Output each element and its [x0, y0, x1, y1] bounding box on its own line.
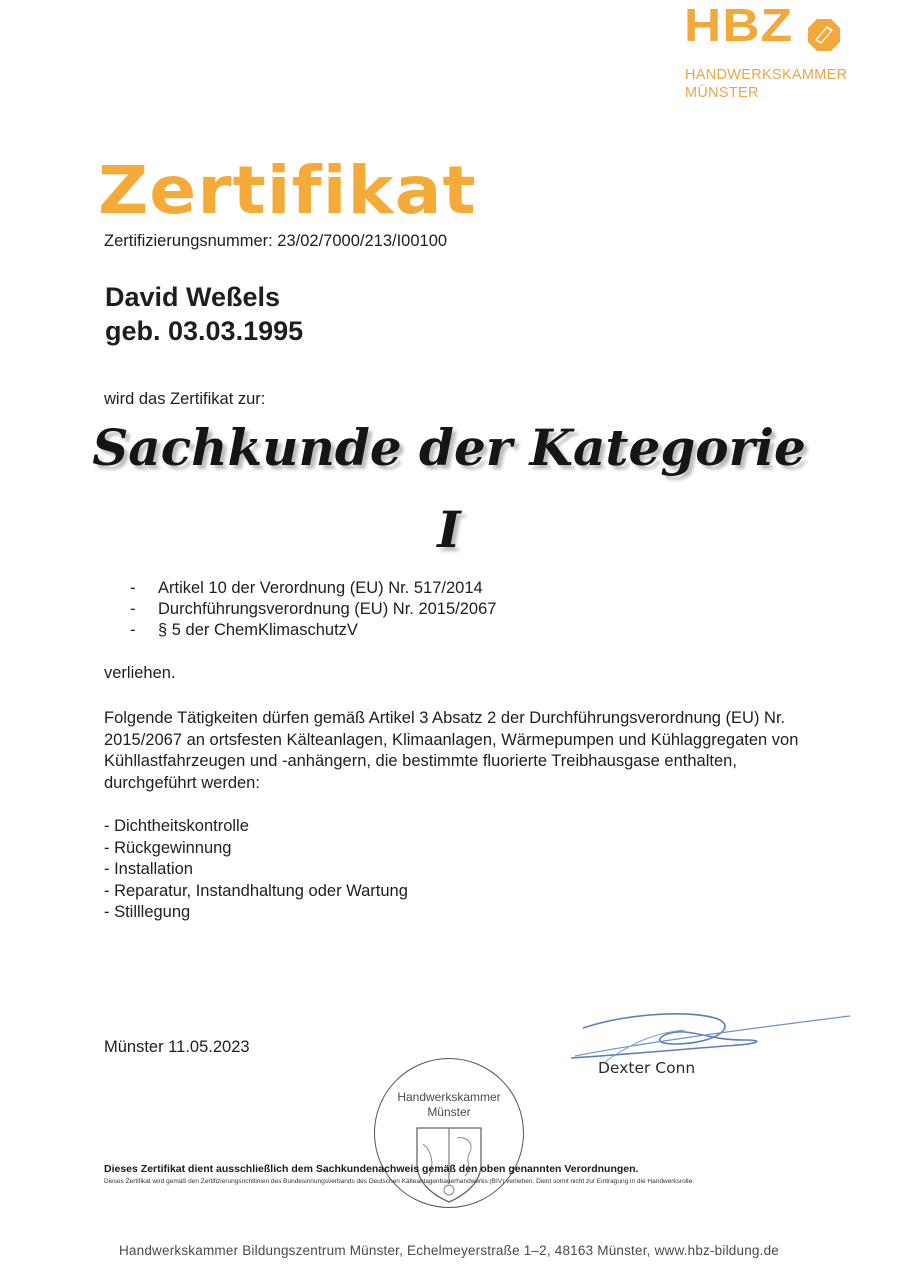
regulations-list: [130, 578, 496, 641]
activities-list: [104, 816, 408, 924]
disclaimer-small: Dieses Zertifikat wird gemäß den Zertifizierungsrichtlinien des Bundesinnungsverbands des Deutschen Kälteanlagenbauerhandwerks (BIV) verliehen. Dient somit nicht zur Eintragung in die Handwerksrolle.: [104, 1178, 694, 1185]
logo-hbz-text: HBZ: [684, 0, 794, 51]
holder-name: David Weßels: [105, 282, 281, 312]
intro-text: wird das Zertifikat zur:: [104, 390, 266, 408]
seal-text: [374, 1090, 524, 1120]
seal-line-1: Handwerkskammer: [397, 1090, 501, 1104]
certificate-number: Zertifizierungsnummer: 23/02/7000/213/I00100: [104, 232, 448, 250]
seal-line-2: Münster: [427, 1105, 471, 1119]
regulation-text: § 5 der ChemKlimaschutzV: [158, 621, 358, 639]
list-dash: -: [130, 621, 136, 639]
logo-line-1: HANDWERKSKAMMER: [685, 67, 848, 83]
certificate-subject: Sachkunde der Kategorie: [92, 418, 806, 477]
regulation-text: Durchführungsverordnung (EU) Nr. 2015/2067: [158, 600, 497, 618]
activity-item: - Installation: [104, 860, 193, 878]
activities-intro: Folgende Tätigkeiten dürfen gemäß Artikel 3 Absatz 2 der Durchführungsverordnung (EU) Nr. 2015/2067 an ortsfesten Kälteanlagen, Klimaanlagen, Wärmepumpen und Kühlaggregaten von Kühllastfahrzeugen und -anhängern, die bestimmte fluorierte Treibhausgase enthalten, durchgeführt werden:: [104, 709, 799, 792]
activity-item: - Rückgewinnung: [104, 838, 232, 857]
granted-text: verliehen.: [104, 664, 176, 682]
place-and-date: Münster 11.05.2023: [104, 1038, 250, 1056]
certificate-category: I: [437, 500, 461, 559]
list-dash: -: [130, 579, 136, 597]
footer-address: Handwerkskammer Bildungszentrum Münster, Echelmeyerstraße 1–2, 48163 Münster, www.hbz-bildung.de: [118, 1243, 779, 1258]
regulation-text: Artikel 10 der Verordnung (EU) Nr. 517/2014: [158, 579, 483, 597]
hbz-octagon-mark-icon: [807, 18, 841, 52]
activity-item: - Stilllegung: [104, 903, 191, 921]
logo-subtitle: [685, 66, 847, 102]
regulation-item: [130, 620, 496, 641]
disclaimer-bold: Dieses Zertifikat dient ausschließlich dem Sachkundenachweis gemäß den oben genannten Verordnungen.: [104, 1163, 639, 1175]
regulation-item: [130, 578, 496, 599]
activity-item: - Dichtheitskontrolle: [104, 817, 249, 835]
logo-line-2: MÜNSTER: [685, 85, 759, 101]
list-dash: -: [130, 600, 136, 618]
certificate-title: Zertifikat: [98, 152, 477, 229]
holder-birthdate: geb. 03.03.1995: [105, 316, 304, 346]
signer-name: Dexter Conn: [598, 1059, 696, 1077]
activity-item: - Reparatur, Instandhaltung oder Wartung: [104, 881, 408, 900]
regulation-item: [130, 599, 496, 620]
